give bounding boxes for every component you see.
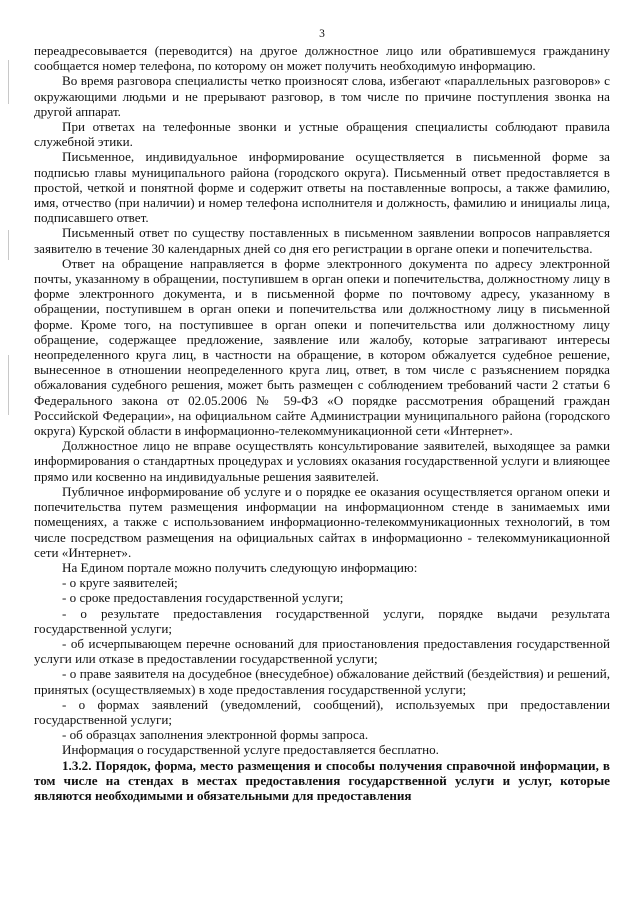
list-item: - о сроке предоставления государственной услуги;: [62, 590, 344, 606]
list-item: - об исчерпывающем перечне оснований для приостановления предоставления государственной услуги или отказе в предоставлении государственной услуги;: [34, 635, 610, 667]
list-item: - о формах заявлений (уведомлений, сообщений), используемых при предоставлении государственной услуги;: [34, 696, 610, 727]
list-item: - о праве заявителя на досудебное (внесудебное) обжалование действий (бездействия) и решений, принятых (осуществляемых) в ходе предоставления государственной услуги;: [34, 666, 610, 697]
scan-margin-artifact: [8, 230, 9, 260]
scan-margin-artifact: [8, 60, 9, 104]
list-item: - о круге заявителей;: [62, 575, 178, 591]
paragraph: Ответ на обращение направляется в форме электронного документа по адресу электронной почты, указанному в обращении, поступившем в орган опеки и попечительства, должностному лицу в форме электронного документа, и в письменной форме по почтовому адресу, указанному в обращении, поступившем в орган опеки и попечительства или должностному лицу в письменной форме. Кроме того, на поступившее в орган опеки и попечительства или должностному лицу обращение, содержащее предложение, заявление или жалобу, которые затрагивают интересы неопределенного круга лиц, в частности на обращение, в котором обжалуется судебное решение, вынесенное в отношении неопределенного круга лиц, ответ, в том числе с разъяснением порядка обжалования судебного решения, может быть размещен с соблюдением требований части 2 статьи 6 Федерального закона от 02.05.2006 № 59-ФЗ «О порядке рассмотрения обращений граждан Российской Федерации», на официальном сайте Администрации муниципального района (городского округа) Курской области в информационно-телекоммуникационной сети «Интернет».: [34, 255, 610, 439]
paragraph: На Едином портале можно получить следующую информацию:: [62, 559, 418, 575]
scan-margin-artifact: [8, 355, 9, 415]
paragraph: переадресовывается (переводится) на другое должностное лицо или обратившемуся гражданину сообщается номер телефона, по которому он может получить необходимую информацию.: [34, 43, 610, 74]
list-item: - об образцах заполнения электронной формы запроса.: [62, 727, 369, 743]
paragraph: Письменный ответ по существу поставленных в письменном заявлении вопросов направляется заявителю в течение 30 календарных дней со дня его регистрации в органе опеки и попечительства.: [34, 225, 610, 256]
paragraph: При ответах на телефонные звонки и устные обращения специалисты соблюдают правила служебной этики.: [34, 119, 610, 150]
paragraph: Должностное лицо не вправе осуществлять консультирование заявителей, выходящее за рамки информирования о стандартных процедурах и условиях оказания государственной услуги и влияющее прямо или косвенно на индивидуальные решения заявителей.: [34, 438, 610, 484]
list-item: - о результате предоставления государственной услуги, порядке выдачи результата государственной услуги;: [34, 605, 610, 636]
document-body: [34, 43, 610, 803]
section-heading: 1.3.2. Порядок, форма, место размещения и способы получения справочной информации, в том числе на стендах в местах предоставления государственной услуги и услуг, которые являются необходимыми и обязательными для предоставления: [34, 757, 610, 803]
paragraph: Информация о государственной услуге предоставляется бесплатно.: [62, 742, 439, 758]
page-number: 3: [319, 28, 325, 40]
paragraph: Во время разговора специалисты четко произносят слова, избегают «параллельных разговоров» с окружающими людьми и не прерывают разговор, в том числе по причине поступления звонка на другой аппарат.: [34, 73, 610, 119]
paragraph: Публичное информирование об услуге и о порядке ее оказания осуществляется органом опеки и попечительства путем размещения информации на информационном стенде в занимаемых ими помещениях, а также с использованием информационно-телекоммуникационных технологий, в том числе посредством размещения на официальных сайтах в информационно - телекоммуникационной сети «Интернет».: [34, 483, 610, 560]
paragraph: Письменное, индивидуальное информирование осуществляется в письменной форме за подписью главы муниципального района (городского округа). Письменный ответ предоставляется в простой, четкой и понятной форме и содержит ответы на поставленные вопросы, а также фамилию, имя, отчество (при наличии) и номер телефона исполнителя и должность, фамилию и инициалы лица, подписавшего ответ.: [34, 149, 610, 226]
